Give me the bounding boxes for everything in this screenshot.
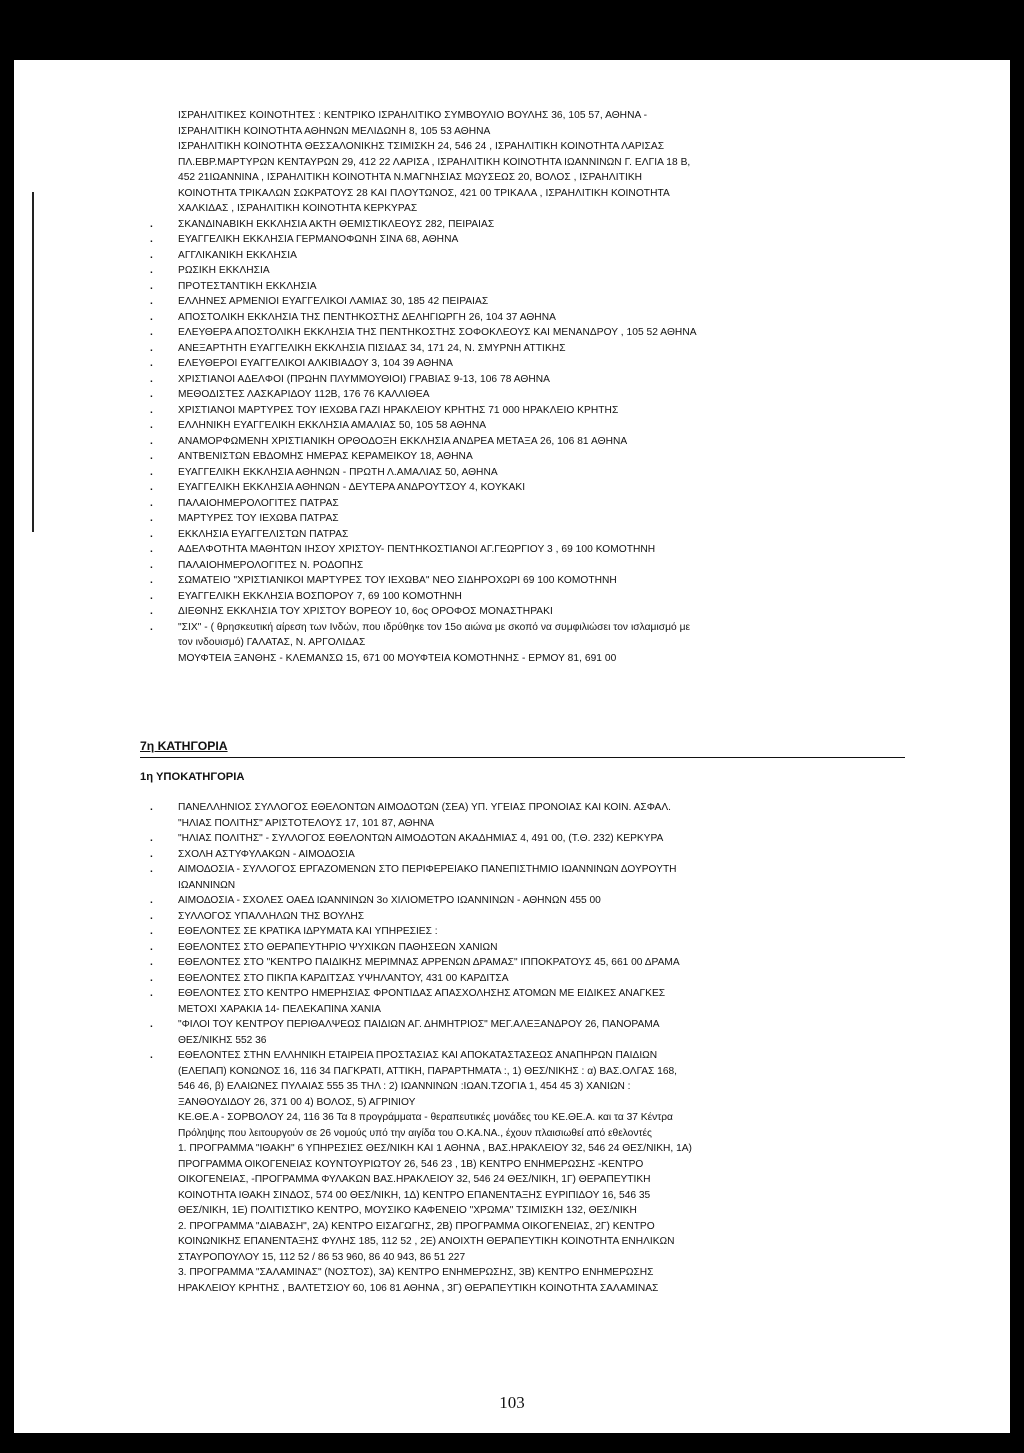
text-line: ΞΑΝΘΟΥΔΙΔΟΥ 26, 371 00 4) ΒΟΛΟΣ, 5) ΑΓΡΙΝΙΟΥ (178, 1096, 416, 1108)
list-item: . ΕΘΕΛΟΝΤΕΣ ΣΤΟ ΚΕΝΤΡΟ ΗΜΕΡΗΣΙΑΣ ΦΡΟΝΤΙΔΑΣ ΑΠΑΣΧΟΛΗΣΗΣ ΑΤΟΜΩΝ ΜΕ ΕΙΔΙΚΕΣ ΑΝΑΓΚΕΣ (178, 986, 898, 1002)
text-line: ΚΟΙΝΩΝΙΚΗΣ ΕΠΑΝΕΝΤΑΞΗΣ ΦΥΛΗΣ 185, 112 52 , 2Ε) ΑΝΟΙΧΤΗ ΘΕΡΑΠΕΥΤΙΚΗ ΚΟΙΝΟΤΗΤΑ ΕΝΗΛΙΚΩΝ (178, 1236, 675, 1247)
text-line: ΧΑΛΚΙΔΑΣ , ΙΣΡΑΗΛΙΤΙΚΗ ΚΟΙΝΟΤΗΤΑ ΚΕΡΚΥΡΑΣ (178, 203, 418, 214)
text-line: ΙΣΡΑΗΛΙΤΙΚΕΣ ΚΟΙΝΟΤΗΤΕΣ : ΚΕΝΤΡΙΚΟ ΙΣΡΑΗΛΙΤΙΚΟ ΣΥΜΒΟΥΛΙΟ ΒΟΥΛΗΣ 36, 105 57, ΑΘΗΝΑ - (178, 110, 648, 121)
list-item: . ΧΡΙΣΤΙΑΝΟΙ ΜΑΡΤΥΡΕΣ ΤΟΥ ΙΕΧΩΒΑ ΓΑΖΙ ΗΡΑΚΛΕΙΟΥ ΚΡΗΤΗΣ 71 000 ΗΡΑΚΛΕΙΟ ΚΡΗΤΗΣ (178, 403, 898, 419)
list-item: . ΕΥΑΓΓΕΛΙΚΗ ΕΚΚΛΗΣΙΑ ΒΟΣΠΟΡΟΥ 7, 69 100 ΚΟΜΟΤΗΝΗ (178, 589, 898, 605)
list-item: . ΡΩΣΙΚΗ ΕΚΚΛΗΣΙΑ (178, 263, 898, 279)
text-line: ΜΟΥΦΤΕΙΑ ΞΑΝΘΗΣ - ΚΛΕΜΑΝΣΩ 15, 671 00 ΜΟΥΦΤΕΙΑ ΚΟΜΟΤΗΝΗΣ - ΕΡΜΟΥ 81, 691 00 (178, 652, 617, 664)
list-item: . "ΣΙΧ" - ( θρησκευτική αίρεση των Ινδών, που ιδρύθηκε τον 15ο αιώνα με σκοπό να συμφιλιώσει τον ισλαμισμό με (178, 620, 898, 636)
list-item: . ΣΧΟΛΗ ΑΣΤΥΦΥΛΑΚΩΝ - ΑΙΜΟΔΟΣΙΑ (178, 847, 898, 863)
list-item: . ΕΘΕΛΟΝΤΕΣ ΣΕ ΚΡΑΤΙΚΑ ΙΔΡΥΜΑΤΑ ΚΑΙ ΥΠΗΡΕΣΙΕΣ : (178, 924, 898, 940)
text-line: (ΕΛΕΠΑΠ) ΚΟΝΩΝΟΣ 16, 116 34 ΠΑΓΚΡΑΤΙ, ΑΤΤΙΚΗ, ΠΑΡΑΡΤΗΜΑΤΑ :, 1) ΘΕΣ/ΝΙΚΗΣ : α) ΒΑΣ.ΟΛΓΑΣ 168, (178, 1065, 678, 1077)
list-item: . ΕΛΕΥΘΕΡΟΙ ΕΥΑΓΓΕΛΙΚΟΙ ΑΛΚΙΒΙΑΔΟΥ 3, 104 39 ΑΘΗΝΑ (178, 356, 898, 372)
text-line: ΠΛ.ΕΒΡ.ΜΑΡΤΥΡΩΝ ΚΕΝΤΑΥΡΩΝ 29, 412 22 ΛΑΡΙΣΑ , ΙΣΡΑΗΛΙΤΙΚΗ ΚΟΙΝΟΤΗΤΑ ΙΩΑΝΝΙΝΩΝ Γ. ΕΛΓΙΑ 18 Β, (178, 156, 691, 168)
list-item: . ΕΛΕΥΘΕΡΑ ΑΠΟΣΤΟΛΙΚΗ ΕΚΚΛΗΣΙΑ ΤΗΣ ΠΕΝΤΗΚΟΣΤΗΣ ΣΟΦΟΚΛΕΟΥΣ ΚΑΙ ΜΕΝΑΝΔΡΟΥ , 105 52 ΑΘΗΝΑ (178, 325, 898, 341)
list-item: . ΑΙΜΟΔΟΣΙΑ - ΣΥΛΛΟΓΟΣ ΕΡΓΑΖΟΜΕΝΩΝ ΣΤΟ ΠΕΡΙΦΕΡΕΙΑΚΟ ΠΑΝΕΠΙΣΤΗΜΙΟ ΙΩΑΝΝΙΝΩΝ ΔΟΥΡΟΥΤΗ (178, 862, 898, 878)
list-item: . ΕΘΕΛΟΝΤΕΣ ΣΤΟ ΘΕΡΑΠΕΥΤΗΡΙΟ ΨΥΧΙΚΩΝ ΠΑΘΗΣΕΩΝ ΧΑΝΙΩΝ (178, 940, 898, 956)
list-item: . "ΗΛΙΑΣ ΠΟΛΙΤΗΣ" - ΣΥΛΛΟΓΟΣ ΕΘΕΛΟΝΤΩΝ ΑΙΜΟΔΟΤΩΝ ΑΚΑΔΗΜΙΑΣ 4, 491 00, (Τ.Θ. 232) ΚΕΡΚΥΡΑ (178, 831, 898, 847)
list-item: . ΕΘΕΛΟΝΤΕΣ ΣΤΗΝ ΕΛΛΗΝΙΚΗ ΕΤΑΙΡΕΙΑ ΠΡΟΣΤΑΣΙΑΣ ΚΑΙ ΑΠΟΚΑΤΑΣΤΑΣΕΩΣ ΑΝΑΠΗΡΩΝ ΠΑΙΔΙΩΝ (178, 1048, 898, 1064)
text-line: ΚΟΙΝΟΤΗΤΑ ΤΡΙΚΑΛΩΝ ΣΩΚΡΑΤΟΥΣ 28 ΚΑΙ ΠΛΟΥΤΩΝΟΣ, 421 00 ΤΡΙΚΑΛΑ , ΙΣΡΑΗΛΙΤΙΚΗ ΚΟΙΝΟΤΗΤΑ (178, 187, 670, 199)
text-line: 3. ΠΡΟΓΡΑΜΜΑ "ΣΑΛΑΜΙΝΑΣ" (ΝΟΣΤΟΣ), 3Α) ΚΕΝΤΡΟ ΕΝΗΜΕΡΩΣΗΣ, 3Β) ΚΕΝΤΡΟ ΕΝΗΜΕΡΩΣΗΣ (178, 1267, 654, 1278)
text-line: ΙΣΡΑΗΛΙΤΙΚΗ ΚΟΙΝΟΤΗΤΑ ΑΘΗΝΩΝ ΜΕΛΙΔΩΝΗ 8, 105 53 ΑΘΗΝΑ (178, 125, 491, 137)
text-line: ΚΟΙΝΟΤΗΤΑ ΙΘΑΚΗ ΣΙΝΔΟΣ, 574 00 ΘΕΣ/ΝΙΚΗ, 1Δ) ΚΕΝΤΡΟ ΕΠΑΝΕΝΤΑΞΗΣ ΕΥΡΙΠΙΔΟΥ 16, 546 35 (178, 1189, 651, 1201)
list-item: . ΕΘΕΛΟΝΤΕΣ ΣΤΟ "ΚΕΝΤΡΟ ΠΑΙΔΙΚΗΣ ΜΕΡΙΜΝΑΣ ΑΡΡΕΝΩΝ ΔΡΑΜΑΣ" ΙΠΠΟΚΡΑΤΟΥΣ 45, 661 00 ΔΡΑΜΑ (178, 955, 898, 971)
list-item: . ΜΕΘΟΔΙΣΤΕΣ ΛΑΣΚΑΡΙΔΟΥ 112Β, 176 76 ΚΑΛΛΙΘΕΑ (178, 387, 898, 403)
text-line: ΣΤΑΥΡΟΠΟΥΛΟΥ 15, 112 52 / 86 53 960, 86 40 943, 86 51 227 (178, 1251, 466, 1263)
category-heading (140, 739, 905, 753)
text-line: 1. ΠΡΟΓΡΑΜΜΑ "ΙΘΑΚΗ" 6 ΥΠΗΡΕΣΙΕΣ ΘΕΣ/ΝΙΚΗ ΚΑΙ 1 ΑΘΗΝΑ , ΒΑΣ.ΗΡΑΚΛΕΙΟΥ 32, 546 24 ΘΕΣ/ΝΙΚΗ, 1Α) (178, 1143, 692, 1154)
text-line: τον ινδουισμό) ΓΑΛΑΤΑΣ, Ν. ΑΡΓΟΛΙΔΑΣ (178, 637, 366, 648)
list-item: . ΕΥΑΓΓΕΛΙΚΗ ΕΚΚΛΗΣΙΑ ΑΘΗΝΩΝ - ΔΕΥΤΕΡΑ ΑΝΔΡΟΥΤΣΟΥ 4, ΚΟΥΚΑΚΙ (178, 480, 898, 496)
list-item: . ΑΝΕΞΑΡΤΗΤΗ ΕΥΑΓΓΕΛΙΚΗ ΕΚΚΛΗΣΙΑ ΠΙΣΙΔΑΣ 34, 171 24, Ν. ΣΜΥΡΝΗ ΑΤΤΙΚΗΣ (178, 341, 898, 357)
list-item: . ΕΛΛΗΝΙΚΗ ΕΥΑΓΓΕΛΙΚΗ ΕΚΚΛΗΣΙΑ ΑΜΑΛΙΑΣ 50, 105 58 ΑΘΗΝΑ (178, 418, 898, 434)
margin-binding-line (32, 192, 34, 532)
text-line: ΟΙΚΟΓΕΝΕΙΑΣ, -ΠΡΟΓΡΑΜΜΑ ΦΥΛΑΚΩΝ ΒΑΣ.ΗΡΑΚΛΕΙΟΥ 32, 546 24 ΘΕΣ/ΝΙΚΗ, 1Γ) ΘΕΡΑΠΕΥΤΙΚΗ (178, 1174, 651, 1185)
religious-communities-list (178, 108, 898, 666)
page-number: 103 (499, 1393, 525, 1412)
text-line: Πρόληψης που λειτουργούν σε 26 νομούς υπό την αιγίδα του Ο.ΚΑ.ΝΑ., έχουν πλαισιωθεί από εθελοντές (178, 1127, 652, 1139)
text-line: 452 21ΙΩΑΝΝΙΝΑ , ΙΣΡΑΗΛΙΤΙΚΗ ΚΟΙΝΟΤΗΤΑ Ν.ΜΑΓΝΗΣΙΑΣ ΜΩΥΣΕΩΣ 20, ΒΟΛΟΣ , ΙΣΡΑΗΛΙΤΙΚΗ (178, 172, 643, 183)
text-line: ΘΕΣ/ΝΙΚΗ, 1Ε) ΠΟΛΙΤΙΣΤΙΚΟ ΚΕΝΤΡΟ, ΜΟΥΣΙΚΟ ΚΑΦΕΝΕΙΟ "ΧΡΩΜΑ" ΤΣΙΜΙΣΚΗ 132, ΘΕΣ/ΝΙΚΗ (178, 1205, 637, 1216)
list-item: . ΕΚΚΛΗΣΙΑ ΕΥΑΓΓΕΛΙΣΤΩΝ ΠΑΤΡΑΣ (178, 527, 898, 543)
list-item: . ΑΓΓΛΙΚΑΝΙΚΗ ΕΚΚΛΗΣΙΑ (178, 248, 898, 264)
list-item: . ΕΘΕΛΟΝΤΕΣ ΣΤΟ ΠΙΚΠΑ ΚΑΡΔΙΤΣΑΣ ΥΨΗΛΑΝΤΟΥ, 431 00 ΚΑΡΔΙΤΣΑ (178, 971, 898, 987)
list-item: . ΑΙΜΟΔΟΣΙΑ - ΣΧΟΛΕΣ ΟΑΕΔ ΙΩΑΝΝΙΝΩΝ 3ο ΧΙΛΙΟΜΕΤΡΟ ΙΩΑΝΝΙΝΩΝ - ΑΘΗΝΩΝ 455 00 (178, 893, 898, 909)
scan-bottom-border (0, 1433, 1024, 1453)
scan-top-border (0, 0, 1024, 60)
list-item: . "ΦΙΛΟΙ ΤΟΥ ΚΕΝΤΡΟΥ ΠΕΡΙΘΑΛΨΕΩΣ ΠΑΙΔΙΩΝ ΑΓ. ΔΗΜΗΤΡΙΟΣ" ΜΕΓ.ΑΛΕΞΑΝΔΡΟΥ 26, ΠΑΝΟΡΑΜΑ (178, 1017, 898, 1033)
list-item: . ΑΠΟΣΤΟΛΙΚΗ ΕΚΚΛΗΣΙΑ ΤΗΣ ΠΕΝΤΗΚΟΣΤΗΣ ΔΕΛΗΓΙΩΡΓΗ 26, 104 37 ΑΘΗΝΑ (178, 310, 898, 326)
text-line: "ΗΛΙΑΣ ΠΟΛΙΤΗΣ" ΑΡΙΣΤΟΤΕΛΟΥΣ 17, 101 87, ΑΘΗΝΑ (178, 817, 435, 829)
text-line: ΗΡΑΚΛΕΙΟΥ ΚΡΗΤΗΣ , ΒΑΛΤΕΤΣΙΟΥ 60, 106 81 ΑΘΗΝΑ , 3Γ) ΘΕΡΑΠΕΥΤΙΚΗ ΚΟΙΝΟΤΗΤΑ ΣΑΛΑΜΙΝΑΣ (178, 1282, 659, 1294)
list-item: . ΠΑΝΕΛΛΗΝΙΟΣ ΣΥΛΛΟΓΟΣ ΕΘΕΛΟΝΤΩΝ ΑΙΜΟΔΟΤΩΝ (ΣΕΑ) ΥΠ. ΥΓΕΙΑΣ ΠΡΟΝΟΙΑΣ ΚΑΙ ΚΟΙΝ. ΑΣΦΑΛ. (178, 800, 898, 816)
text-line: ΜΕΤΟΧΙ ΧΑΡΑΚΙΑ 14- ΠΕΛΕΚΑΠΙΝΑ ΧΑΝΙΑ (178, 1003, 381, 1015)
list-item: . ΣΥΛΛΟΓΟΣ ΥΠΑΛΛΗΛΩΝ ΤΗΣ ΒΟΥΛΗΣ (178, 909, 898, 925)
list-item: . ΕΥΑΓΓΕΛΙΚΗ ΕΚΚΛΗΣΙΑ ΓΕΡΜΑΝΟΦΩΝΗ ΣΙΝΑ 68, ΑΘΗΝΑ (178, 232, 898, 248)
list-item: . ΕΛΛΗΝΕΣ ΑΡΜΕΝΙΟΙ ΕΥΑΓΓΕΛΙΚΟΙ ΛΑΜΙΑΣ 30, 185 42 ΠΕΙΡΑΙΑΣ (178, 294, 898, 310)
list-item: . ΠΡΟΤΕΣΤΑΝΤΙΚΗ ΕΚΚΛΗΣΙΑ (178, 279, 898, 295)
volunteer-organizations-list (178, 800, 898, 1296)
list-item: . ΔΙΕΘΝΗΣ ΕΚΚΛΗΣΙΑ ΤΟΥ ΧΡΙΣΤΟΥ ΒΟΡΕΟΥ 10, 6ος ΟΡΟΦΟΣ ΜΟΝΑΣΤΗΡΑΚΙ (178, 604, 898, 620)
list-item: . ΣΚΑΝΔΙΝΑΒΙΚΗ ΕΚΚΛΗΣΙΑ ΑΚΤΗ ΘΕΜΙΣΤΙΚΛΕΟΥΣ 282, ΠΕΙΡΑΙΑΣ (178, 217, 898, 233)
list-item: . ΑΔΕΛΦΟΤΗΤΑ ΜΑΘΗΤΩΝ ΙΗΣΟΥ ΧΡΙΣΤΟΥ- ΠΕΝΤΗΚΟΣΤΙΑΝΟΙ ΑΓ.ΓΕΩΡΓΙΟΥ 3 , 69 100 ΚΟΜΟΤΗΝΗ (178, 542, 898, 558)
list-item: . ΑΝΤΒΕΝΙΣΤΩΝ ΕΒΔΟΜΗΣ ΗΜΕΡΑΣ ΚΕΡΑΜΕΙΚΟΥ 18, ΑΘΗΝΑ (178, 449, 898, 465)
category-title: 7η ΚΑΤΗΓΟΡΙΑ (140, 739, 228, 753)
text-line: ΙΩΑΝΝΙΝΩΝ (178, 879, 236, 891)
list-item: . ΑΝΑΜΟΡΦΩΜΕΝΗ ΧΡΙΣΤΙΑΝΙΚΗ ΟΡΘΟΔΟΞΗ ΕΚΚΛΗΣΙΑ ΑΝΔΡΕΑ ΜΕΤΑΞΑ 26, 106 81 ΑΘΗΝΑ (178, 434, 898, 450)
text-line: ΠΡΟΓΡΑΜΜΑ ΟΙΚΟΓΕΝΕΙΑΣ ΚΟΥΝΤΟΥΡΙΩΤΟΥ 26, 546 23 , 1Β) ΚΕΝΤΡΟ ΕΝΗΜΕΡΩΣΗΣ -ΚΕΝΤΡΟ (178, 1158, 644, 1170)
list-item: . ΣΩΜΑΤΕΙΟ "ΧΡΙΣΤΙΑΝΙΚΟΙ ΜΑΡΤΥΡΕΣ ΤΟΥ ΙΕΧΩΒΑ" ΝΕΟ ΣΙΔΗΡΟΧΩΡΙ 69 100 ΚΟΜΟΤΗΝΗ (178, 573, 898, 589)
text-line: ΚΕ.ΘΕ.Α - ΣΟΡΒΟΛΟΥ 24, 116 36 Τα 8 προγράμματα - θεραπευτικές μονάδες του ΚΕ.ΘΕ.Α. και τα 37 Κέντρα (178, 1112, 673, 1123)
list-item: . ΧΡΙΣΤΙΑΝΟΙ ΑΔΕΛΦΟΙ (ΠΡΩΗΝ ΠΛΥΜΜΟΥΘΙΟΙ) ΓΡΑΒΙΑΣ 9-13, 106 78 ΑΘΗΝΑ (178, 372, 898, 388)
list-item: . ΜΑΡΤΥΡΕΣ ΤΟΥ ΙΕΧΩΒΑ ΠΑΤΡΑΣ (178, 511, 898, 527)
text-line: ΙΣΡΑΗΛΙΤΙΚΗ ΚΟΙΝΟΤΗΤΑ ΘΕΣΣΑΛΟΝΙΚΗΣ ΤΣΙΜΙΣΚΗ 24, 546 24 , ΙΣΡΑΗΛΙΤΙΚΗ ΚΟΙΝΟΤΗΤΑ ΛΑΡΙΣΑΣ (178, 141, 665, 152)
text-line: ΘΕΣ/ΝΙΚΗΣ 552 36 (178, 1034, 267, 1046)
category-rule (140, 757, 905, 758)
list-item: . ΕΥΑΓΓΕΛΙΚΗ ΕΚΚΛΗΣΙΑ ΑΘΗΝΩΝ - ΠΡΩΤΗ Λ.ΑΜΑΛΙΑΣ 50, ΑΘΗΝΑ (178, 465, 898, 481)
text-line: 2. ΠΡΟΓΡΑΜΜΑ "ΔΙΑΒΑΣΗ", 2Α) ΚΕΝΤΡΟ ΕΙΣΑΓΩΓΗΣ, 2Β) ΠΡΟΓΡΑΜΜΑ ΟΙΚΟΓΕΝΕΙΑΣ, 2Γ) ΚΕΝΤΡΟ (178, 1220, 655, 1232)
list-item: . ΠΑΛΑΙΟΗΜΕΡΟΛΟΓΙΤΕΣ Ν. ΡΟΔΟΠΗΣ (178, 558, 898, 574)
subcategory-title: 1η ΥΠΟΚΑΤΗΓΟΡΙΑ (140, 771, 245, 783)
text-line: 546 46, β) ΕΛΑΙΩΝΕΣ ΠΥΛΑΙΑΣ 555 35 ΤΗΛ : 2) ΙΩΑΝΝΙΝΩΝ :ΙΩΑΝ.ΤΖΟΓΙΑ 1, 454 45 3) ΧΑΝΙΩΝ : (178, 1081, 631, 1092)
list-item: . ΠΑΛΑΙΟΗΜΕΡΟΛΟΓΙΤΕΣ ΠΑΤΡΑΣ (178, 496, 898, 512)
